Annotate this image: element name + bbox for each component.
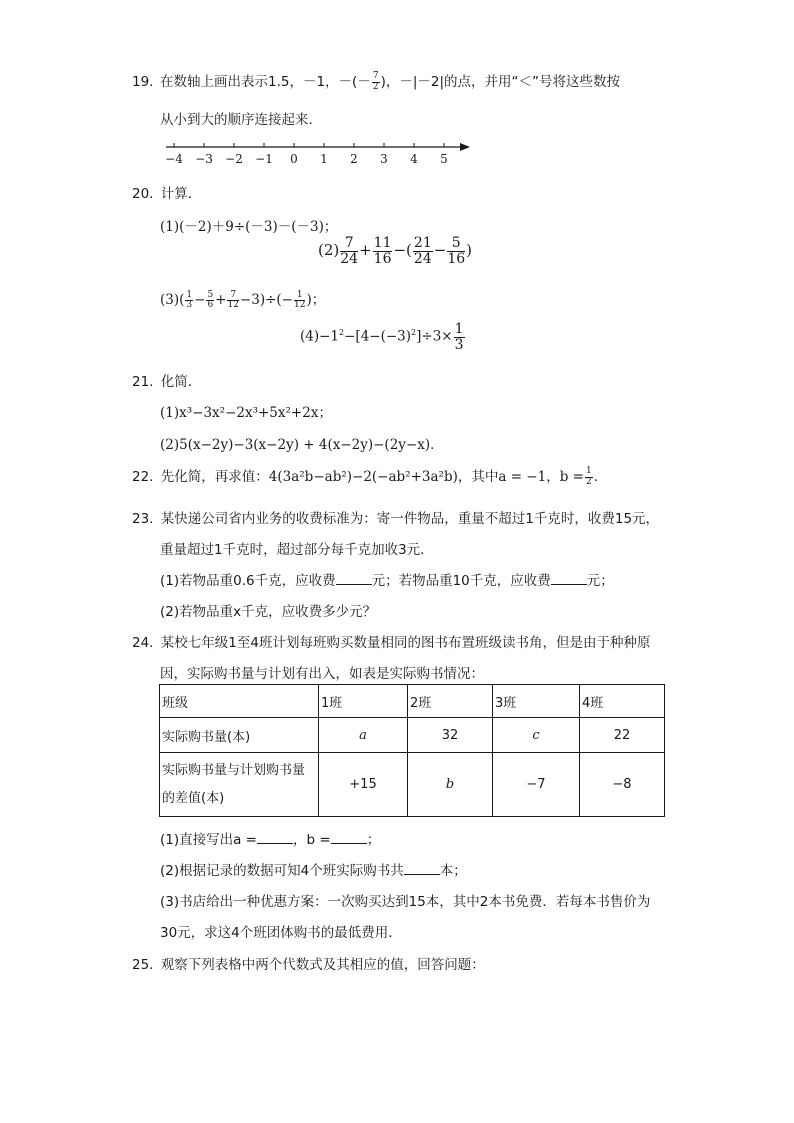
question-number: 22. [132, 469, 154, 485]
question-25: 25. 观察下列表格中两个代数式及其相应的值，回答问题： [132, 957, 485, 973]
table-row [160, 753, 665, 817]
q20-part3: (3)( $\frac{1}{3}$ − $\frac{5}{6}$ + $\frac{7}{12}$ −3)÷(− $\frac{1}{12}$ )； [160, 289, 326, 310]
q24-part3-line1: (3)书店给出一种优惠方案：一次购买达到15本，其中2本书免费．若每本书售价为 [160, 894, 651, 910]
table-header-cell: 班级 [160, 685, 319, 718]
question-number: 19. [132, 74, 154, 90]
axis-tick-label: 5 [440, 152, 448, 166]
question-20 [132, 182, 201, 202]
axis-tick-label: 0 [290, 152, 298, 166]
answer-blank[interactable] [551, 572, 587, 585]
q21-part2: (2)5(x−2y)−3(x−2y) + 4(x−2y)−(2y−x)． [160, 437, 444, 453]
table-cell: −8 [580, 753, 665, 817]
q24-part3-line2: 30元，求这4个班团体购书的最低费用． [160, 925, 402, 941]
axis-tick-label: 2 [350, 152, 358, 166]
table-cell: c [532, 727, 540, 743]
axis-tick-label: −3 [195, 152, 213, 166]
axis-tick-label: 1 [320, 152, 328, 166]
q24-part2: (2)根据记录的数据可知4个班实际购书共 本； [160, 863, 467, 879]
axis-tick-label: 3 [380, 152, 388, 166]
question-number: 23. [132, 511, 154, 527]
q23-line2: 重量超过1千克时，超过部分每千克加收3元． [160, 542, 434, 558]
question-19-text: 在数轴上画出表示1.5，－1，－(－ $\frac{7}{2}$ )，－|－2|的点，并用“＜”号将这些数按 [160, 71, 621, 92]
question-number: 20. [132, 186, 154, 202]
fraction: $\frac{7}{2}$ [372, 71, 379, 92]
question-number: 21. [132, 374, 154, 390]
table-row [160, 718, 665, 753]
axis-tick-label: −2 [225, 152, 243, 166]
q21-part1: (1)x³−3x²−2x³+5x²+2x； [160, 405, 332, 421]
answer-blank[interactable] [257, 831, 293, 844]
answer-blank[interactable] [336, 572, 372, 585]
table-cell: 22 [580, 718, 665, 753]
answer-blank[interactable] [404, 862, 440, 875]
table-header-cell: 2班 [408, 685, 493, 718]
table-cell: −7 [493, 753, 580, 817]
table-cell: 32 [408, 718, 493, 753]
q20-part1: (1)(－2)＋9÷(－3)－(－3)； [160, 219, 338, 235]
arrow-right-icon [460, 143, 470, 151]
table-cell: 实际购书量(本) [160, 718, 319, 753]
axis-tick-label: −4 [165, 152, 183, 166]
q20-part2: (2) $\frac{7}{24}$ + $\frac{11}{16}$ −( $\frac{21}{24}$ − $\frac{5}{16}$ ) [318, 235, 472, 267]
q20-part4: $(4)-1^2-[4-(-3)^2]\div 3\times$ $\frac{1}{3}$ [300, 321, 464, 353]
question-19-line2: 从小到大的顺序连接起来． [160, 112, 322, 128]
q23-part1: (1)若物品重0.6千克，应收费 元；若物品重10千克，应收费 元； [160, 573, 614, 589]
axis-tick-label: −1 [255, 152, 273, 166]
question-23: 23. 某快递公司省内业务的收费标准为：寄一件物品，重量不超过1千克时，收费15元， [132, 511, 660, 527]
question-21 [132, 370, 201, 390]
table-header-cell: 3班 [493, 685, 580, 718]
question-22: 22. 先化简，再求值：4(3a²b−ab²)−2(−ab²+3a²b)，其中a = −1，b = $\frac{1}{2}$ . [132, 466, 598, 487]
table-header-cell: 4班 [580, 685, 665, 718]
question-title: 化简． [160, 374, 202, 390]
question-number: 25. [132, 957, 154, 973]
table-cell: 实际购书量与计划购书量 的差值(本) [160, 753, 319, 817]
table-cell: b [445, 777, 455, 792]
question-24: 24. 某校七年级1至4班计划每班购买数量相同的图书布置班级读书角，但是由于种种原 [132, 635, 651, 651]
table-cell: +15 [319, 753, 408, 817]
q24-part1: (1)直接写出a = ，b = ； [160, 832, 381, 848]
axis-tick-label: 4 [410, 152, 418, 166]
number-line [160, 138, 480, 168]
table-header-cell: 1班 [319, 685, 408, 718]
book-purchase-table [159, 684, 665, 817]
answer-blank[interactable] [331, 831, 367, 844]
question-number: 24. [132, 635, 154, 651]
q23-part2: (2)若物品重x千克，应收费多少元？ [160, 604, 377, 620]
question-19 [132, 74, 153, 90]
q24-line2: 因，实际购书量与计划有出入，如表是实际购书情况： [160, 666, 484, 682]
question-title: 计算． [160, 186, 202, 202]
table-row [160, 685, 665, 718]
table-cell: a [359, 727, 367, 743]
